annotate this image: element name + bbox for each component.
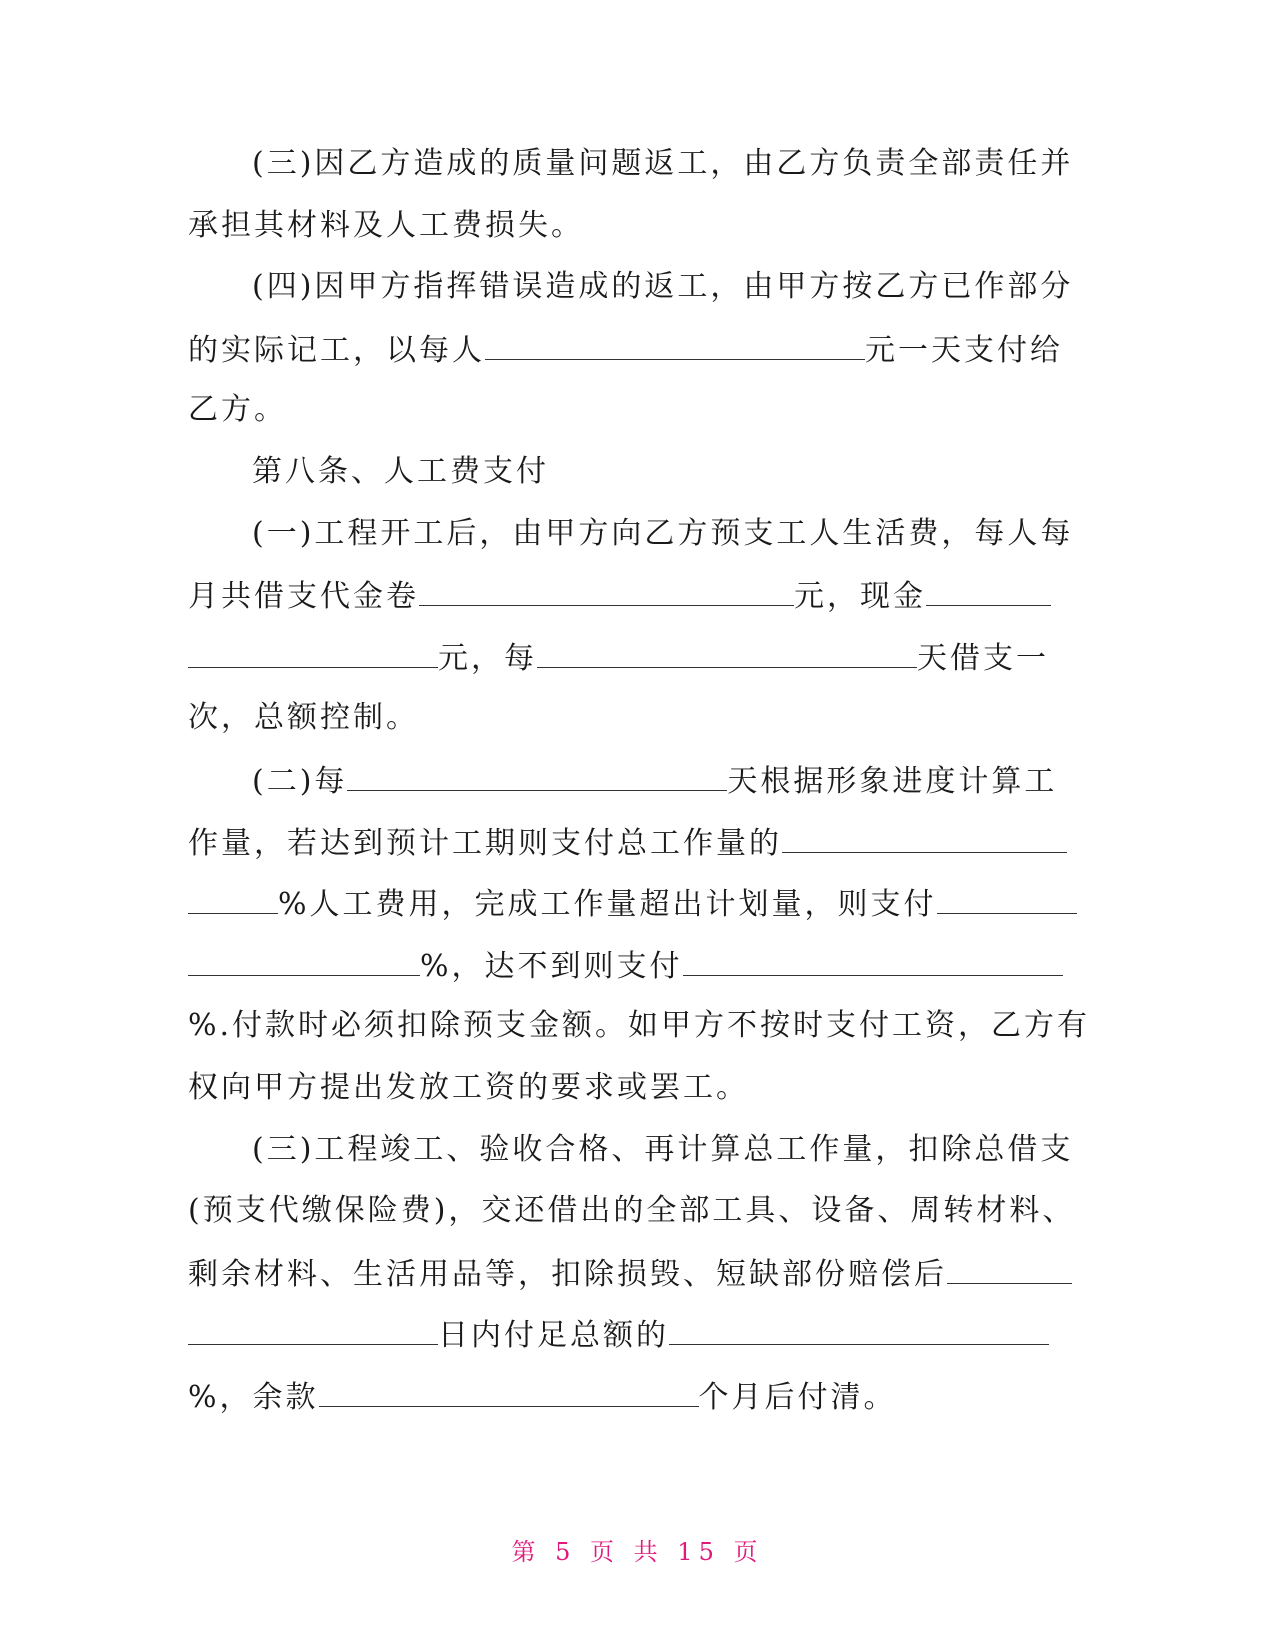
text-segment: 个月后付清。 xyxy=(698,1380,897,1415)
paragraph-line xyxy=(188,1253,1088,1293)
fill-in-blank[interactable] xyxy=(419,575,794,606)
fill-in-blank[interactable] xyxy=(188,945,420,976)
paragraph-line xyxy=(188,698,1088,738)
text-segment: (三)因乙方造成的质量问题返工，由乙方负责全部责任并 xyxy=(252,146,1074,181)
text-segment: (一)工程开工后，由甲方向乙方预支工人生活费，每人每 xyxy=(252,516,1074,551)
text-segment: %.付款时必须扣除预支金额。如甲方不按时支付工资，乙方有 xyxy=(188,1008,1091,1043)
fill-in-blank[interactable] xyxy=(782,822,1067,853)
fill-in-blank[interactable] xyxy=(926,575,1051,606)
text-segment: 乙方。 xyxy=(188,392,287,427)
fill-in-blank[interactable] xyxy=(937,883,1077,914)
section-heading xyxy=(252,452,1152,492)
fill-in-blank[interactable] xyxy=(669,1314,1049,1345)
text-segment: (预支代缴保险费)，交还借出的全部工具、设备、周转材料、 xyxy=(188,1193,1076,1228)
text-segment: 的实际记工，以每人 xyxy=(188,333,485,368)
paragraph-line xyxy=(252,1130,1152,1170)
paragraph-line xyxy=(252,514,1152,554)
fill-in-blank[interactable] xyxy=(188,883,278,914)
paragraph-line xyxy=(188,1376,1088,1416)
fill-in-blank[interactable] xyxy=(347,760,727,791)
paragraph-line xyxy=(188,1314,1088,1354)
text-segment: 元，每 xyxy=(438,641,537,676)
paragraph-line xyxy=(188,206,1088,246)
paragraph-line xyxy=(188,575,1088,615)
fill-in-blank[interactable] xyxy=(485,329,865,360)
fill-in-blank[interactable] xyxy=(188,1314,438,1345)
fill-in-blank[interactable] xyxy=(683,945,1063,976)
paragraph-line xyxy=(188,822,1088,862)
fill-in-blank[interactable] xyxy=(947,1253,1072,1284)
text-segment: 日内付足总额的 xyxy=(438,1318,669,1353)
text-segment: 天借支一 xyxy=(917,641,1049,676)
paragraph-line xyxy=(252,760,1152,800)
paragraph-line xyxy=(188,1006,1091,1046)
text-segment: 权向甲方提出发放工资的要求或罢工。 xyxy=(188,1070,749,1105)
text-segment: (四)因甲方指挥错误造成的返工，由甲方按乙方已作部分 xyxy=(252,269,1074,304)
paragraph-line xyxy=(188,945,1088,985)
paragraph-line xyxy=(252,144,1152,184)
text-segment: 次，总额控制。 xyxy=(188,700,419,735)
text-segment: (三)工程竣工、验收合格、再计算总工作量，扣除总借支 xyxy=(252,1132,1074,1167)
text-segment: %，余款 xyxy=(188,1380,319,1415)
text-segment: %，达不到则支付 xyxy=(420,949,683,984)
paragraph-line xyxy=(188,637,1088,677)
text-segment: 天根据形象进度计算工 xyxy=(727,764,1058,799)
text-segment: 第八条、人工费支付 xyxy=(252,454,549,489)
paragraph-line xyxy=(188,1191,1088,1231)
text-segment: 作量，若达到预计工期则支付总工作量的 xyxy=(188,826,782,861)
fill-in-blank[interactable] xyxy=(319,1376,699,1407)
text-segment: %人工费用，完成工作量超出计划量，则支付 xyxy=(278,887,937,922)
paragraph-line xyxy=(188,1068,1088,1108)
text-segment: 承担其材料及人工费损失。 xyxy=(188,208,584,243)
text-segment: 元一天支付给 xyxy=(865,333,1063,368)
text-segment: 剩余材料、生活用品等，扣除损毁、短缺部份赔偿后 xyxy=(188,1257,947,1292)
text-segment: 元，现金 xyxy=(794,579,926,614)
fill-in-blank[interactable] xyxy=(188,637,438,668)
page-number-footer: 第 5 页 共 15 页 xyxy=(511,1538,764,1566)
paragraph-line xyxy=(188,883,1088,923)
paragraph-line xyxy=(188,390,1088,430)
paragraph-line xyxy=(188,329,1088,369)
paragraph-line xyxy=(252,267,1152,307)
text-segment: (二)每 xyxy=(252,764,348,799)
fill-in-blank[interactable] xyxy=(537,637,917,668)
text-segment: 月共借支代金卷 xyxy=(188,579,419,614)
